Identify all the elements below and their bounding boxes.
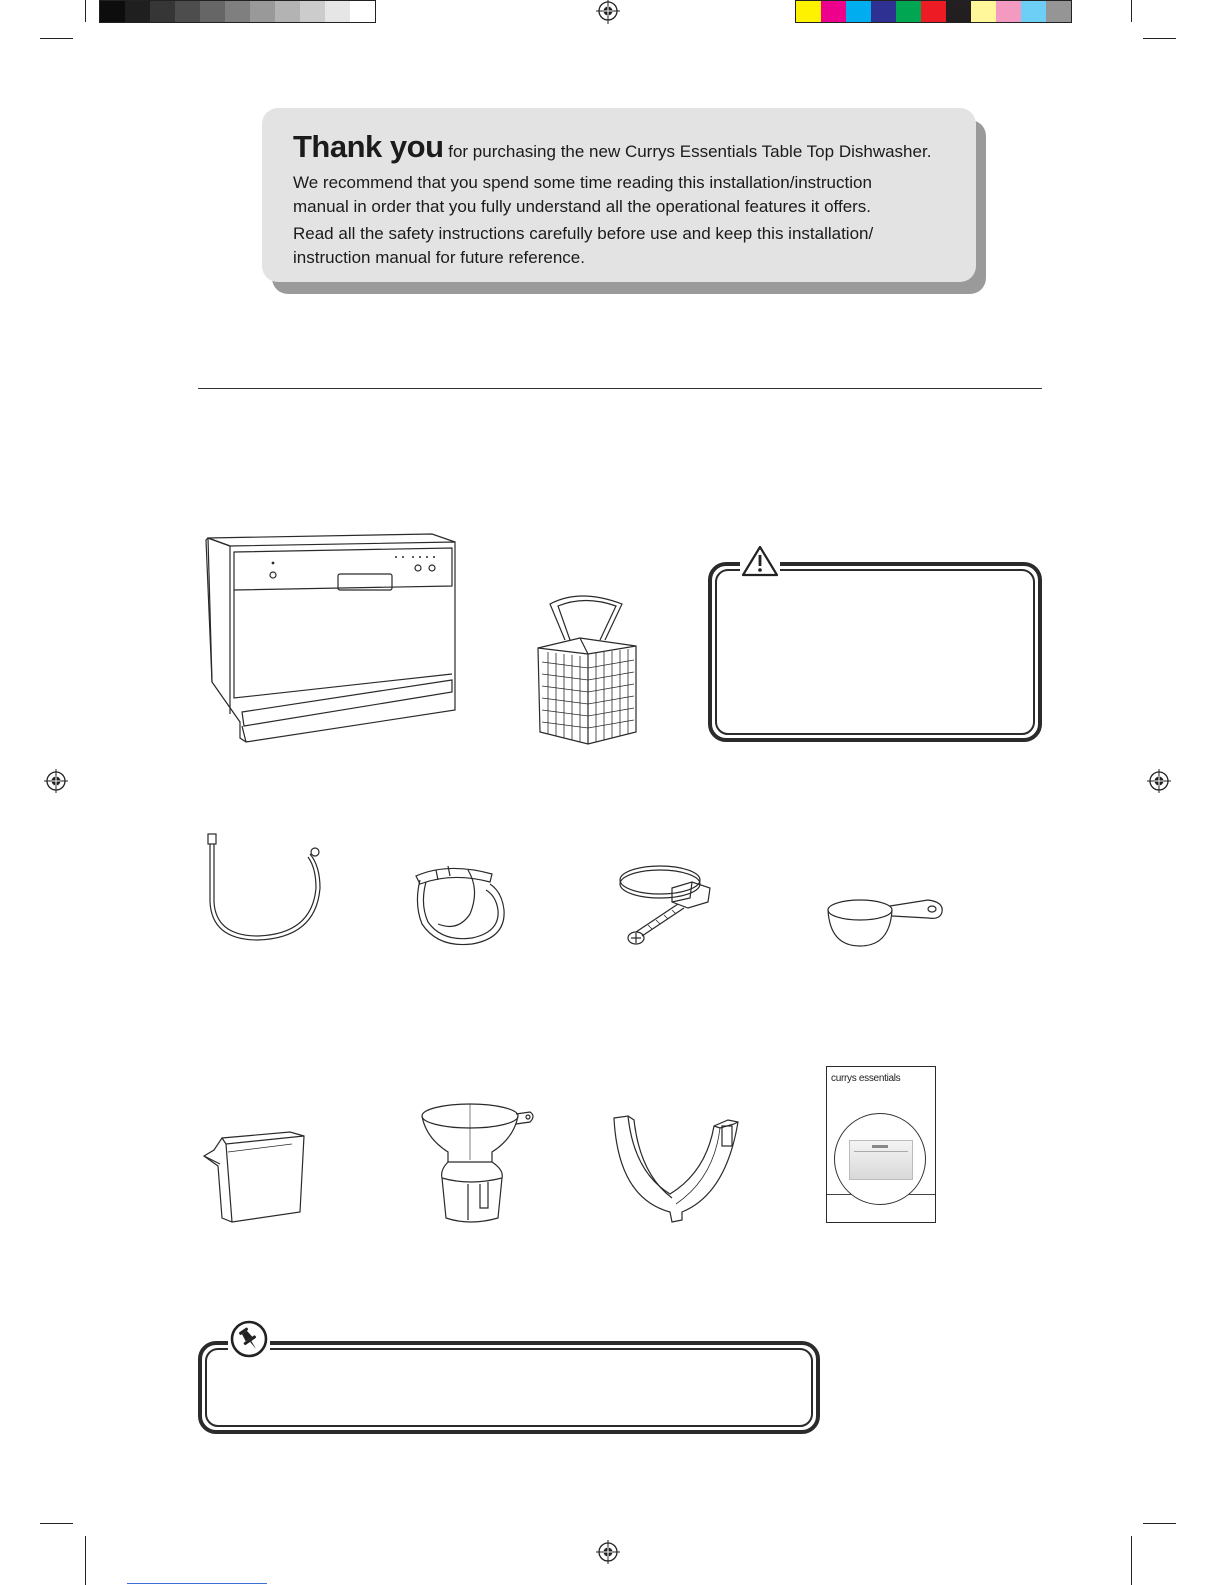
grayscale-color-bar (99, 0, 376, 23)
inlet-hose-illustration (198, 832, 328, 944)
gray-swatch (275, 1, 300, 22)
color-swatch (821, 1, 846, 22)
warning-notice-box (708, 562, 1042, 742)
gray-swatch (300, 1, 325, 22)
color-swatch (946, 1, 971, 22)
color-swatch (1046, 1, 1071, 22)
crop-mark (1143, 1523, 1176, 1524)
color-swatch (896, 1, 921, 22)
crop-mark (1131, 1536, 1132, 1585)
gray-swatch (175, 1, 200, 22)
intro-line: Read all the safety instructions carefully before use and keep this installation/ (293, 224, 874, 243)
gray-swatch (325, 1, 350, 22)
color-swatch (796, 1, 821, 22)
u-bracket-illustration (610, 1112, 740, 1226)
thank-you-heading (293, 128, 976, 171)
gray-swatch (125, 1, 150, 22)
process-color-bar (795, 0, 1072, 23)
drain-hose-illustration (408, 860, 512, 948)
dishwasher-illustration (200, 532, 462, 748)
rinse-aid-jug-illustration (200, 1128, 308, 1224)
registration-mark-icon (1146, 768, 1172, 794)
intro-line: We recommend that you spend some time reading this installation/instruction (293, 173, 872, 192)
color-swatch (921, 1, 946, 22)
crop-mark (40, 38, 73, 39)
crop-mark (85, 0, 86, 22)
crop-mark (85, 1536, 86, 1585)
color-swatch (871, 1, 896, 22)
registration-mark-icon (595, 1539, 621, 1565)
cutlery-basket-illustration (530, 592, 646, 746)
salt-funnel-illustration (418, 1100, 536, 1226)
color-swatch (996, 1, 1021, 22)
hose-clamp-illustration (614, 858, 724, 950)
color-swatch (846, 1, 871, 22)
color-swatch (971, 1, 996, 22)
section-divider (198, 388, 1042, 389)
gray-swatch (100, 1, 125, 22)
registration-mark-icon (43, 768, 69, 794)
color-swatch (1021, 1, 1046, 22)
gray-swatch (150, 1, 175, 22)
gray-swatch (200, 1, 225, 22)
measuring-spoon-illustration (824, 888, 948, 952)
crop-mark (1131, 0, 1132, 22)
intro-line: instruction manual for future reference. (293, 248, 585, 267)
crop-mark (1143, 38, 1176, 39)
warning-triangle-icon (740, 544, 780, 578)
pushpin-icon (228, 1318, 270, 1360)
thank-you-panel (262, 108, 976, 282)
thank-you-lead-rest: for purchasing the new Currys Essentials Table Top Dishwasher. (443, 142, 932, 161)
slug-line (127, 1583, 267, 1584)
note-box (198, 1341, 820, 1434)
gray-swatch (225, 1, 250, 22)
crop-mark (40, 1523, 73, 1524)
manual-cover-circle (834, 1113, 926, 1205)
manual-cover-dishwasher (849, 1140, 913, 1180)
thank-you-lead: Thank you (293, 129, 444, 164)
gray-swatch (250, 1, 275, 22)
intro-line: manual in order that you fully understand all the operational features it offers. (293, 197, 872, 216)
gray-swatch (350, 1, 375, 22)
manual-brand-label: currys essentials (831, 1073, 901, 1084)
instruction-manual-illustration (826, 1066, 936, 1223)
registration-mark-icon (595, 0, 621, 26)
